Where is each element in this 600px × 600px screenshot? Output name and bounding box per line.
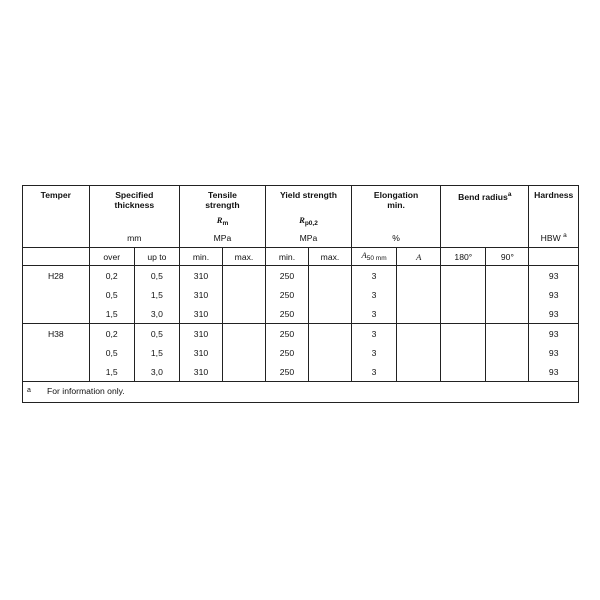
a-cell	[397, 304, 441, 324]
thickness-unit: mm	[89, 229, 179, 248]
a50-cell: 3	[351, 304, 396, 324]
yield-max-cell	[308, 304, 351, 324]
bend-180-cell	[441, 324, 486, 344]
tensile-min-header: min.	[179, 248, 222, 266]
tensile-label: Tensile strength	[205, 190, 240, 210]
yield-min-cell: 250	[265, 362, 308, 382]
elongation-unit: %	[351, 229, 440, 248]
yield-max-cell	[308, 362, 351, 382]
bend-180-cell	[441, 362, 486, 382]
over-cell: 0,5	[89, 285, 134, 304]
bend-180-cell	[441, 266, 486, 286]
a50-header: $A_{50 mm}$	[351, 248, 396, 266]
hardness-unit: HBW $^a$	[529, 229, 579, 248]
tensile-unit: MPa	[179, 229, 265, 248]
yield-max-cell	[308, 266, 351, 286]
table-row	[23, 304, 579, 324]
tensile-max-cell	[222, 285, 265, 304]
tensile-min-cell: 310	[179, 324, 222, 344]
a-cell	[397, 285, 441, 304]
tensile-symbol: $R_m$	[216, 215, 229, 227]
table-row	[23, 266, 579, 286]
yield-min-cell: 250	[265, 304, 308, 324]
hardness-cell: 93	[529, 343, 579, 362]
bend-180-cell	[441, 343, 486, 362]
yield-min-cell: 250	[265, 343, 308, 362]
yield-min-cell: 250	[265, 266, 308, 286]
properties-table	[22, 185, 579, 403]
bend-90-header: 90°	[486, 248, 529, 266]
tensile-min-cell: 310	[179, 266, 222, 286]
bend-90-cell	[486, 343, 529, 362]
header-row	[23, 186, 579, 230]
hardness-cell: 93	[529, 324, 579, 344]
elongation-header	[351, 186, 440, 230]
footnote-text: For information only.	[47, 386, 125, 396]
footnote-row	[23, 382, 579, 403]
tensile-max-cell	[222, 343, 265, 362]
over-cell: 0,2	[89, 324, 134, 344]
upto-cell: 0,5	[134, 324, 179, 344]
footnote-mark: a	[27, 387, 31, 394]
yield-unit: MPa	[265, 229, 351, 248]
tensile-max-cell	[222, 362, 265, 382]
unit-row	[23, 229, 579, 248]
yield-max-header: max.	[308, 248, 351, 266]
bend-90-cell	[486, 285, 529, 304]
a-cell	[397, 343, 441, 362]
bend-90-cell	[486, 324, 529, 344]
yield-max-cell	[308, 285, 351, 304]
upto-cell: 1,5	[134, 343, 179, 362]
bend-180-header: 180°	[441, 248, 486, 266]
over-cell: 0,5	[89, 343, 134, 362]
bend-90-cell	[486, 304, 529, 324]
tensile-max-cell	[222, 324, 265, 344]
bend-footnote-mark: a	[507, 191, 512, 198]
yield-header	[265, 186, 351, 230]
tensile-min-cell: 310	[179, 304, 222, 324]
temper-header: Temper	[23, 186, 90, 230]
bend-90-cell	[486, 266, 529, 286]
temper-cell: H38	[23, 324, 90, 344]
temper-cell	[23, 362, 90, 382]
over-cell: 1,5	[89, 304, 134, 324]
a-cell	[397, 266, 441, 286]
tensile-header	[179, 186, 265, 230]
hardness-cell: 93	[529, 362, 579, 382]
thickness-label: Specified thickness	[114, 190, 155, 210]
bend-180-cell	[441, 285, 486, 304]
over-cell: 1,5	[89, 362, 134, 382]
table-row	[23, 362, 579, 382]
thickness-header	[89, 186, 179, 230]
hardness-cell: 93	[529, 285, 579, 304]
upto-cell: 3,0	[134, 362, 179, 382]
table-row	[23, 324, 579, 344]
elongation-label: Elongation min.	[373, 190, 419, 210]
a-cell	[397, 324, 441, 344]
a50-cell: 3	[351, 285, 396, 304]
over-cell: 0,2	[89, 266, 134, 286]
upto-cell: 3,0	[134, 304, 179, 324]
temper-cell	[23, 304, 90, 324]
over-header: over	[89, 248, 134, 266]
hardness-cell: 93	[529, 304, 579, 324]
tensile-min-cell: 310	[179, 343, 222, 362]
hardness-header: Hardness	[529, 186, 579, 230]
temper-cell	[23, 343, 90, 362]
temper-cell	[23, 285, 90, 304]
bend-radius-header	[441, 186, 529, 230]
a50-cell: 3	[351, 343, 396, 362]
tensile-min-cell: 310	[179, 362, 222, 382]
a-cell	[397, 362, 441, 382]
bend-180-cell	[441, 304, 486, 324]
yield-max-cell	[308, 324, 351, 344]
a50-cell: 3	[351, 266, 396, 286]
table-row	[23, 343, 579, 362]
yield-min-cell: 250	[265, 324, 308, 344]
yield-max-cell	[308, 343, 351, 362]
tensile-max-cell	[222, 304, 265, 324]
upto-cell: 0,5	[134, 266, 179, 286]
upto-header: up to	[134, 248, 179, 266]
a50-cell: 3	[351, 362, 396, 382]
tensile-min-cell: 310	[179, 285, 222, 304]
footnote	[23, 382, 579, 403]
a-header: A	[397, 248, 441, 266]
yield-min-header: min.	[265, 248, 308, 266]
hardness-cell: 93	[529, 266, 579, 286]
yield-min-cell: 250	[265, 285, 308, 304]
upto-cell: 1,5	[134, 285, 179, 304]
tensile-max-header: max.	[222, 248, 265, 266]
a50-cell: 3	[351, 324, 396, 344]
bend-90-cell	[486, 362, 529, 382]
yield-symbol: $R_{p0,2}$	[299, 215, 318, 227]
table-row	[23, 285, 579, 304]
yield-label: Yield strength	[279, 190, 337, 200]
subheader-row	[23, 248, 579, 266]
temper-cell: H28	[23, 266, 90, 286]
tensile-max-cell	[222, 266, 265, 286]
bend-radius-label: Bend radius	[458, 192, 508, 202]
